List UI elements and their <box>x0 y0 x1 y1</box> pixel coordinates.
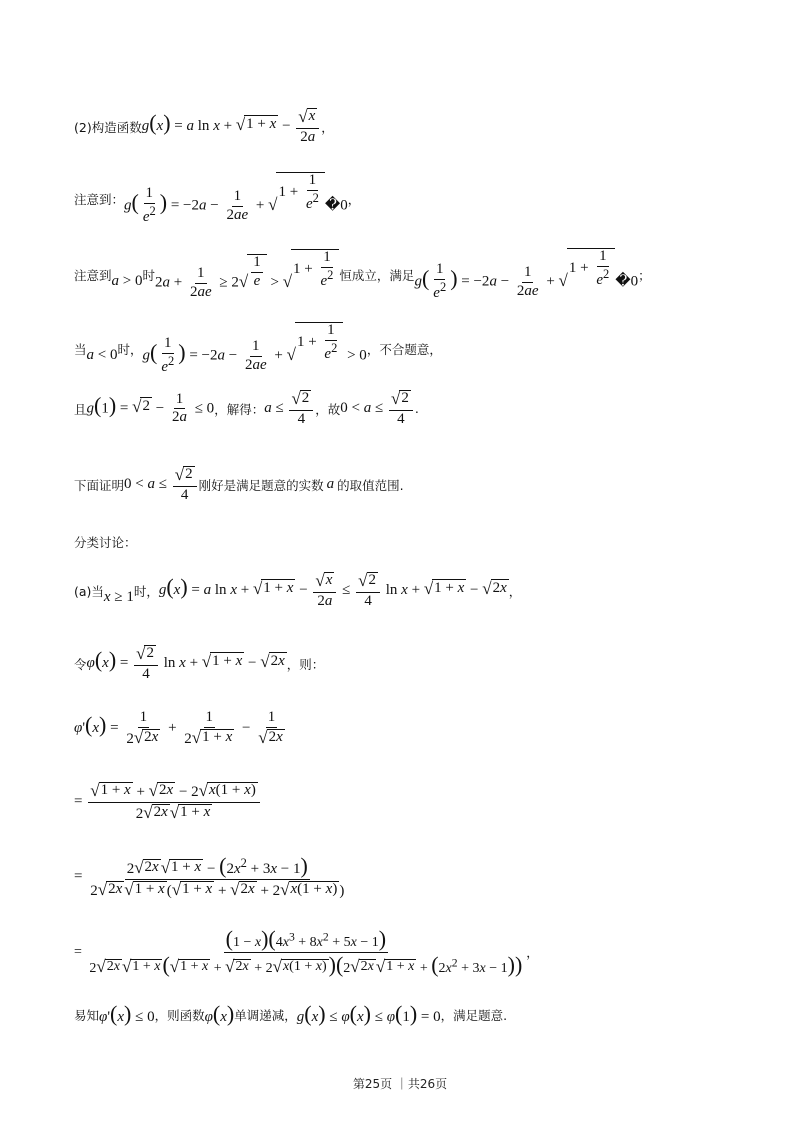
text-mid: 时 <box>142 267 155 283</box>
formula-step-4: = $(1 - x)(4x^3 + 8x^2 + 5x - 1)$ 2 √ 2x √ 1 + x ( √ 1 + x + √ 2x + 2 √ x(1 + x) )(2 √ 2x √ 1 + x + $(2x^2 + 3x - 1)$) <box>74 926 523 977</box>
line-case-a-negative <box>74 322 760 376</box>
formula-g-bound-chain: g(x) ≤ φ(x) ≤ φ(1) = 0 <box>296 1001 441 1026</box>
formula-phi-prime-nonpositive: φ'(x) ≤ 0 <box>99 1001 155 1026</box>
line-step-2 <box>74 782 760 823</box>
line-construct-function <box>74 108 760 146</box>
formula-a-range: 0 < a ≤ √ 2 4 <box>340 390 415 428</box>
formula-a-range: 0 < a ≤ √ 2 4 <box>124 466 199 504</box>
formula-a-bound: a ≤ √ 2 4 <box>264 390 315 428</box>
text-prefix: 注意到： <box>74 191 125 207</box>
line-proof-intro <box>74 466 760 504</box>
text-suffix: 刚好是满足题意的实数 <box>198 477 324 493</box>
text-suffix: ， <box>321 119 334 135</box>
formula-step-3: = 2 √ 2x √ 1 + x − $(2x^2 + 3x - 1)$ 2 √ 2x √ 1 + x ( √ 1 + x + √ 2x + 2 √ x(1 + x) ) <box>74 853 345 899</box>
formula-phi: φ(x) <box>204 1001 235 1026</box>
line-phi-derivative <box>74 710 760 748</box>
text-prefix: 易知 <box>74 1007 100 1023</box>
text-suffix: . <box>414 401 419 417</box>
text-mid: 时， <box>133 583 159 599</box>
text-prefix: 令 <box>74 656 87 672</box>
text-prefix: 当 <box>74 341 87 357</box>
text-mid: 时， <box>117 341 143 357</box>
formula-g-1-over-e2: g( $\frac{1}{e^2}$ ) = −2a − $\frac{1}{2ae}$ + √ 1 + $\frac{1}{e^2}$ �0 <box>124 172 348 226</box>
formula-g-positive: g( $\frac{1}{e^2}$ ) = −2a − $\frac{1}{2ae}$ + √ 1 + $\frac{1}{e^2}$ > 0 <box>142 322 367 376</box>
text-mid: 单调递减， <box>234 1007 297 1023</box>
formula-step-2: = √ 1 + x + √ 2x − 2 √ x(1 + x) 2 √ 2x √ 1 + x <box>74 782 262 823</box>
text-prefix: (a)当 <box>74 583 104 599</box>
formula-a-negative: a < 0 <box>86 347 118 364</box>
text-suffix: ， <box>347 191 361 207</box>
formula-g-estimate: g(x) = a ln x + √ 1 + x − √ x 2a ≤ √ 2 4 ln x + √ 1 + x − √ 2x <box>158 571 507 609</box>
text-suffix: ，则： <box>286 656 325 672</box>
text-mid: ，则函数 <box>154 1007 205 1023</box>
text-suffix: ， <box>526 945 539 961</box>
text-suffix: ， <box>508 583 522 599</box>
text-classify: 分类讨论： <box>74 535 137 550</box>
line-step-3 <box>74 855 760 900</box>
text-suffix: ，满足题意. <box>440 1007 508 1023</box>
text-prefix: 且 <box>74 401 87 417</box>
formula-a-positive: a > 0 <box>111 273 143 290</box>
text-mid: 恒成立，满足 <box>339 267 415 283</box>
page-footer: 第25页 ｜共26页 <box>352 1077 448 1091</box>
formula-g-definition: g(x) = a ln x + √ 1 + x − √ x 2a <box>142 108 322 146</box>
text-mid: ，解得： <box>214 401 265 417</box>
text-prefix: 下面证明 <box>74 477 125 493</box>
text-mid: ，故 <box>315 401 341 417</box>
line-conclusion <box>74 1003 760 1026</box>
line-case-discussion <box>74 533 760 551</box>
line-g1-condition <box>74 390 760 428</box>
line-step-4 <box>74 928 760 976</box>
formula-g1: g(1) = √ 2 − $\frac{1}{2a}$ ≤ 0 <box>86 390 215 426</box>
formula-x-ge-1: x ≥ 1 <box>103 589 134 606</box>
line-note-1 <box>74 172 760 226</box>
formula-inequality: 2a + $\frac{1}{2ae}$ ≥ 2 √ $\frac{1}{e}$ > √ 1 + $\frac{1}{e^2}$ <box>155 249 339 300</box>
line-define-phi <box>74 645 760 683</box>
text-suffix-2: 的取值范围. <box>337 477 404 493</box>
text-suffix: ，不合题意， <box>366 341 442 357</box>
variable-a: a <box>326 476 335 493</box>
formula-g-1-over-e2-again: g( $\frac{1}{e^2}$ ) = −2a − $\frac{1}{2ae}$ + √ 1 + $\frac{1}{e^2}$ �0 <box>414 248 639 302</box>
text-prefix: 注意到 <box>74 267 112 283</box>
formula-phi-definition: φ(x) = √ 2 4 ln x + √ 1 + x − √ 2x <box>86 644 285 682</box>
line-case-x-ge-1 <box>74 572 760 610</box>
formula-phi-prime: φ'(x) = 1 2 √ 2x + 1 2 √ 1 + x − 1 √ 2x <box>74 709 283 747</box>
text-prefix: (2)构造函数 <box>74 119 142 135</box>
line-note-2 <box>74 248 760 302</box>
text-suffix: ； <box>638 267 651 283</box>
